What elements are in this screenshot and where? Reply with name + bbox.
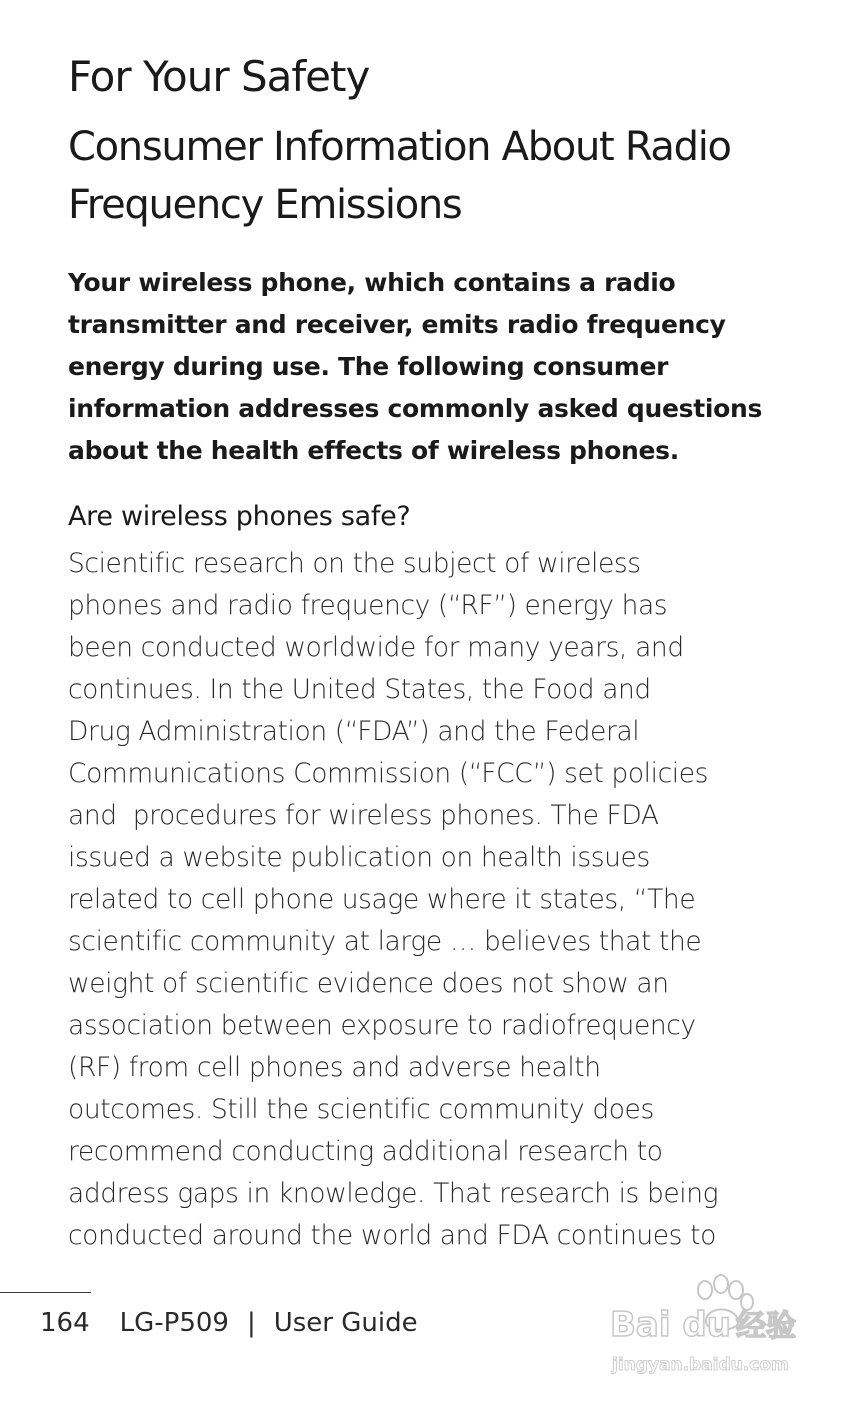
model-name: LG-P509 bbox=[119, 1308, 229, 1338]
body-line: conducted around the world and FDA continues to bbox=[68, 1220, 716, 1251]
footer-divider bbox=[0, 1292, 91, 1293]
section-title: For Your Safety bbox=[68, 52, 370, 101]
body-line: continues. In the United States, the Food and bbox=[68, 674, 651, 705]
page-subtitle: Consumer Information About Radio Frequency Emissions bbox=[68, 124, 731, 228]
body-paragraph bbox=[68, 543, 718, 1257]
body-line: address gaps in knowledge. That research is being bbox=[68, 1178, 719, 1209]
question-heading: Are wireless phones safe? bbox=[68, 501, 411, 532]
body-line: related to cell phone usage where it states, “The bbox=[68, 884, 696, 915]
footer-separator: | bbox=[246, 1308, 256, 1338]
page-number: 164 bbox=[40, 1308, 90, 1338]
body-line: phones and radio frequency (“RF”) energy has bbox=[68, 590, 668, 621]
svg-text:jingyan.baidu.com: jingyan.baidu.com bbox=[612, 1355, 789, 1375]
body-line: (RF) from cell phones and adverse health bbox=[68, 1052, 601, 1083]
body-line: association between exposure to radiofrequency bbox=[68, 1010, 696, 1041]
body-line: Drug Administration (“FDA”) and the Federal bbox=[68, 716, 640, 747]
baidu-paw-icon bbox=[608, 1272, 818, 1382]
body-line: Scientific research on the subject of wireless bbox=[68, 548, 641, 579]
baidu-watermark bbox=[608, 1272, 818, 1382]
svg-text:经验: 经验 bbox=[736, 1309, 796, 1344]
body-line: recommend conducting additional research to bbox=[68, 1136, 663, 1167]
body-line: scientific community at large … believes that the bbox=[68, 926, 702, 957]
svg-text:Bai du: Bai du bbox=[610, 1305, 731, 1345]
body-line: outcomes. Still the scientific community does bbox=[68, 1094, 654, 1125]
body-line: and procedures for wireless phones. The FDA bbox=[68, 800, 659, 831]
page-footer bbox=[40, 1302, 418, 1344]
guide-label: User Guide bbox=[273, 1308, 418, 1338]
body-line: weight of scientific evidence does not show an bbox=[68, 968, 669, 999]
intro-paragraph: Your wireless phone, which contains a radio transmitter and receiver, emits radio frequency energy during use. The following consumer information addresses commonly asked questions about the health effects of wireless phones. bbox=[68, 268, 763, 465]
body-line: been conducted worldwide for many years, and bbox=[68, 632, 684, 663]
body-line: Communications Commission (“FCC”) set policies bbox=[68, 758, 709, 789]
body-line: issued a website publication on health issues bbox=[68, 842, 650, 873]
